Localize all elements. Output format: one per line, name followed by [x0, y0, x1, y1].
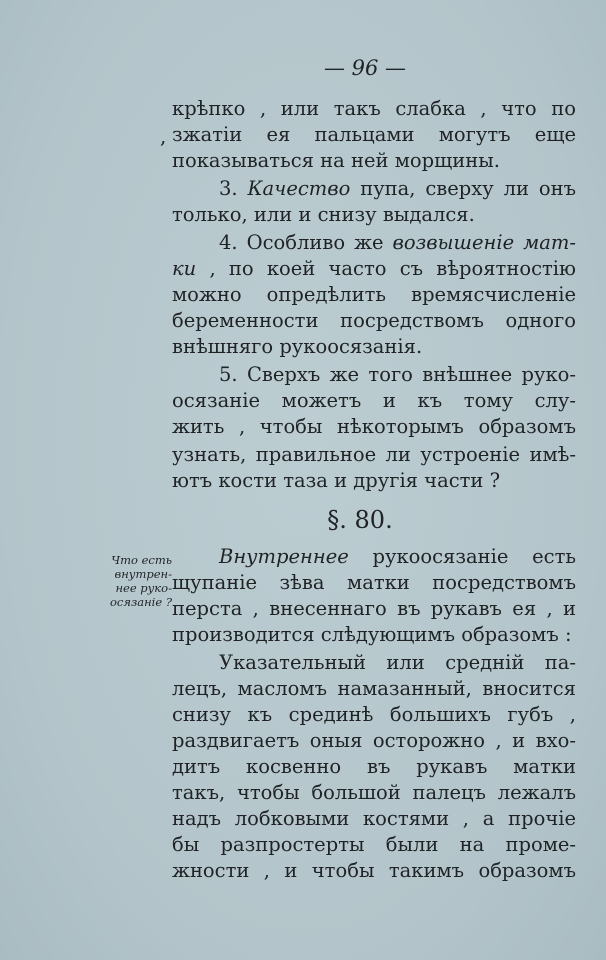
- body-line: жности , и чтобы такимъ образомъ: [172, 859, 576, 882]
- body-line: перста , внесеннаго въ рукавъ ея , и: [172, 597, 576, 620]
- body-line: Указательный или средній па-: [219, 651, 576, 674]
- body-line: 3. Качество пупа, сверху ли онъ: [219, 177, 576, 200]
- body-line: показываться на ней морщины.: [172, 149, 500, 172]
- body-line: внѣшняго рукоосязанія.: [172, 335, 423, 358]
- body-line: снизу къ срединѣ большихъ губъ ,: [172, 703, 576, 726]
- body-line: крѣпко , или такъ слабка , что по: [172, 97, 576, 120]
- body-line: такъ, чтобы большой палецъ лежалъ: [172, 781, 576, 804]
- stray-mark: ,: [160, 124, 167, 148]
- italic-term: Внутреннее: [219, 545, 349, 568]
- body-line: зжатіи ея пальцами могутъ еще: [172, 123, 576, 146]
- body-line: раздвигаетъ оныя осторожно , и вхо-: [172, 729, 576, 752]
- body-line: Внутреннее рукоосязаніе есть: [219, 545, 576, 568]
- body-line: производится слѣдующимъ образомъ :: [172, 623, 572, 646]
- body-line: ютъ кости таза и другія части ?: [172, 469, 501, 492]
- body-line: 4. Особливо же возвышеніе мат-: [219, 231, 576, 254]
- body-line: беременности посредствомъ одного: [172, 309, 576, 332]
- body-line: щупаніе зѣва матки посредствомъ: [172, 571, 576, 594]
- body-line: 5. Сверхъ же того внѣшнее руко-: [219, 363, 576, 386]
- italic-term: Качество: [247, 177, 351, 200]
- body-line: дитъ косвенно въ рукавъ матки: [172, 755, 576, 778]
- italic-term: возвышеніе мат-: [392, 231, 576, 254]
- margin-note: Что есть внутрен- нее руко- осязаніе ?: [110, 553, 172, 609]
- italic-term: ки: [172, 257, 197, 280]
- body-line: осязаніе можетъ и къ тому слу-: [172, 389, 576, 412]
- page-number: — 96 —: [323, 56, 407, 80]
- body-line: надъ лобковыми костями , а прочіе: [172, 807, 576, 830]
- body-line: только, или и снизу выдался.: [172, 203, 475, 226]
- section-heading: §. 80.: [327, 506, 393, 534]
- body-line: жить , чтобы нѣкоторымъ образомъ: [172, 415, 576, 438]
- body-line: можно опредѣлить времясчисленіе: [172, 283, 576, 306]
- body-line: ки , по коей часто съ вѣроятностію: [172, 257, 576, 280]
- body-line: бы разпростерты были на проме-: [172, 833, 576, 856]
- body-line: лецъ, масломъ намазанный, вносится: [172, 677, 576, 700]
- body-line: узнать, правильное ли устроеніе имѣ-: [172, 443, 576, 466]
